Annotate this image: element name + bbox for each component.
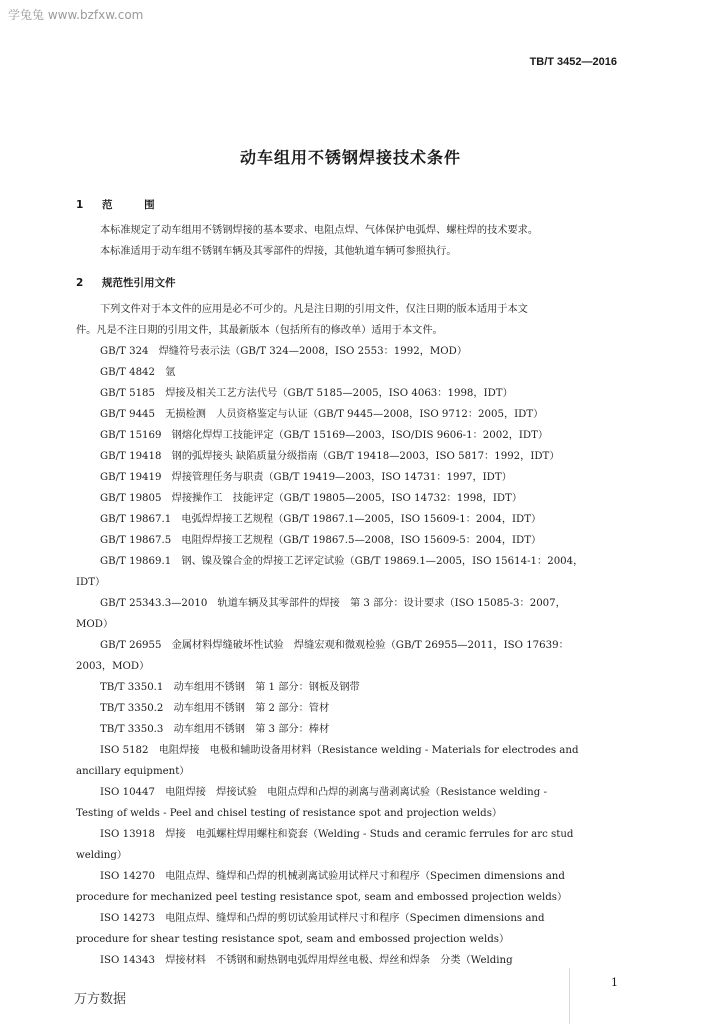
reference-item: ISO 13918 焊接 电弧螺柱焊用螺柱和瓷套（Welding - Studs and ceramic ferrules for arc stud <box>100 829 574 840</box>
reference-item: ISO 10447 电阻焊接 焊接试验 电阻点焊和凸焊的剥离与凿剥离试验（Resistance welding - <box>100 787 547 798</box>
reference-item: GB/T 19418 钢的弧焊接头 缺陷质量分级指南（GB/T 19418—2003，ISO 5817：1992，IDT） <box>100 451 560 462</box>
reference-item-continuation: ancillary equipment） <box>76 766 190 777</box>
reference-item-continuation: IDT） <box>76 577 106 588</box>
refs-intro-line: 下列文件对于本文件的应用是必不可少的。凡是注日期的引用文件，仅注日期的版本适用于本文 <box>100 304 528 315</box>
section-number: 1 <box>76 199 84 211</box>
reference-item: ISO 14343 焊接材料 不锈钢和耐热钢电弧焊用焊丝电极、焊丝和焊条 分类（Welding <box>100 955 513 966</box>
reference-item: GB/T 19867.1 电弧焊焊接工艺规程（GB/T 19867.1—2005，ISO 15609-1：2004，IDT） <box>100 514 542 525</box>
reference-item-continuation: procedure for shear testing resistance spot, seam and embossed projection welds） <box>76 934 510 945</box>
reference-item: ISO 5182 电阻焊接 电极和辅助设备用材料（Resistance welding - Materials for electrodes and <box>100 745 579 756</box>
watermark-top: 学兔兔 www.bzfxw.com <box>8 8 144 22</box>
reference-item: GB/T 9445 无损检测 人员资格鉴定与认证（GB/T 9445—2008，ISO 9712：2005，IDT） <box>100 409 544 420</box>
reference-item-continuation: procedure for mechanized peel testing resistance spot, seam and embossed projection welds） <box>76 892 568 903</box>
reference-item: GB/T 324 焊缝符号表示法（GB/T 324—2008，ISO 2553：1992，MOD） <box>100 346 468 357</box>
reference-item: GB/T 26955 金属材料焊缝破坏性试验 焊缝宏观和微观检验（GB/T 26955—2011，ISO 17639： <box>100 640 569 651</box>
section-title: 范 围 <box>102 199 169 211</box>
refs-intro-line: 件。凡是不注日期的引用文件，其最新版本（包括所有的修改单）适用于本文件。 <box>76 325 443 336</box>
scope-paragraph: 本标准适用于动车组不锈钢车辆及其零部件的焊接，其他轨道车辆可参照执行。 <box>100 246 457 257</box>
reference-item-continuation: 2003，MOD） <box>76 661 150 672</box>
reference-item: TB/T 3350.3 动车组用不锈钢 第 3 部分：棒材 <box>100 724 330 735</box>
reference-item: GB/T 5185 焊接及相关工艺方法代号（GB/T 5185—2005，ISO 4063：1998，IDT） <box>100 388 513 399</box>
header-standard-code: TB/T 3452—2016 <box>529 56 617 68</box>
page-edge-divider <box>569 968 570 1024</box>
section-2-heading <box>76 275 176 290</box>
reference-item: GB/T 19419 焊接管理任务与职责（GB/T 19419—2003，ISO 14731：1997，IDT） <box>100 472 512 483</box>
section-number: 2 <box>76 277 84 289</box>
reference-item: GB/T 19805 焊接操作工 技能评定（GB/T 19805—2005，ISO 14732：1998，IDT） <box>100 493 523 504</box>
section-title: 规范性引用文件 <box>102 277 176 289</box>
document-title: 动车组用不锈钢焊接技术条件 <box>239 148 461 167</box>
reference-item: GB/T 19869.1 钢、镍及镍合金的焊接工艺评定试验（GB/T 19869.1—2005，ISO 15614-1：2004， <box>100 556 584 567</box>
reference-item: TB/T 3350.1 动车组用不锈钢 第 1 部分：钢板及钢带 <box>100 682 360 693</box>
watermark-bottom: 万方数据 <box>74 992 127 1007</box>
section-1-heading <box>76 197 169 212</box>
reference-item: GB/T 25343.3—2010 轨道车辆及其零部件的焊接 第 3 部分：设计要求（ISO 15085-3：2007， <box>100 598 566 609</box>
reference-item: ISO 14273 电阻点焊、缝焊和凸焊的剪切试验用试样尺寸和程序（Specimen dimensions and <box>100 913 545 924</box>
scope-paragraph: 本标准规定了动车组用不锈钢焊接的基本要求、电阻点焊、气体保护电弧焊、螺柱焊的技术要求。 <box>100 225 539 236</box>
reference-item-continuation: Testing of welds - Peel and chisel testing of resistance spot and projection welds） <box>76 808 503 819</box>
reference-item-continuation: welding） <box>76 850 128 861</box>
reference-item-continuation: MOD） <box>76 619 114 630</box>
reference-item: GB/T 15169 钢熔化焊焊工技能评定（GB/T 15169—2003，ISO/DIS 9606-1：2002，IDT） <box>100 430 549 441</box>
reference-item: GB/T 4842 氩 <box>100 367 176 378</box>
reference-item: TB/T 3350.2 动车组用不锈钢 第 2 部分：管材 <box>100 703 330 714</box>
page-number: 1 <box>611 976 618 989</box>
reference-item: GB/T 19867.5 电阻焊焊接工艺规程（GB/T 19867.5—2008，ISO 15609-5：2004，IDT） <box>100 535 542 546</box>
reference-item: ISO 14270 电阻点焊、缝焊和凸焊的机械剥离试验用试样尺寸和程序（Specimen dimensions and <box>100 871 565 882</box>
